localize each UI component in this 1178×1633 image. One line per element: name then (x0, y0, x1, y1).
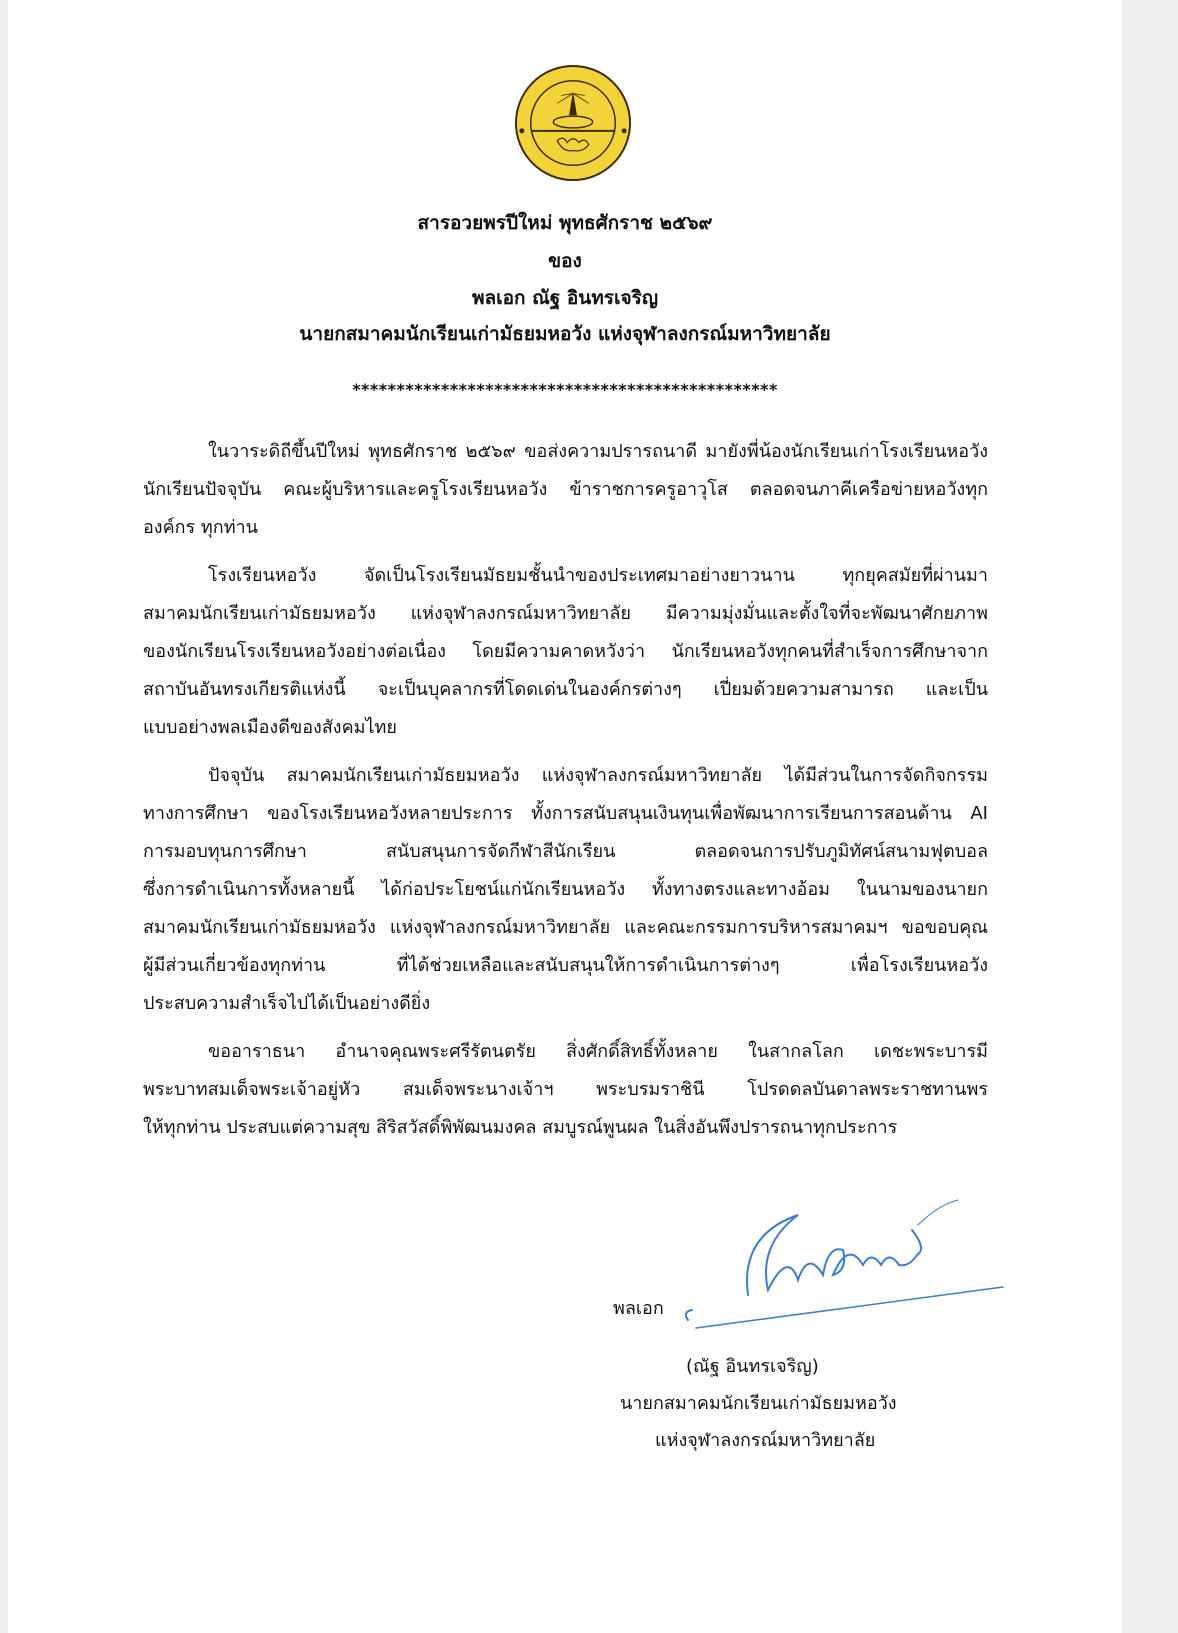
letter-body (143, 433, 988, 1157)
paragraph-line: พระบาทสมเด็จพระเจ้าอยู่หัว สมเด็จพระนางเจ้าฯ พระบรมราชินี โปรดดลบันดาลพระราชทานพร (143, 1079, 988, 1100)
paragraph-line: สมาคมนักเรียนเก่ามัธยมหอวัง แห่งจุฬาลงกรณ์มหาวิทยาลัย และคณะกรรมการบริหารสมาคมฯ ขอขอบคุณ (143, 917, 988, 938)
paragraph (143, 757, 988, 1023)
separator: ************************************************ (352, 380, 778, 399)
paragraph-line: ซึ่งการดำเนินการทั้งหลายนี้ ได้ก่อประโยชน์แก่นักเรียนหอวัง ทั้งทางตรงและทางอ้อม ในนามของนายก (143, 879, 988, 900)
paragraph-line: ให้ทุกท่าน ประสบแต่ความสุข สิริสวัสดิ์พิพัฒนมงคล สมบูรณ์พูนผล ในสิ่งอันพึงปรารถนาทุกประการ (143, 1117, 898, 1138)
paragraph-line: ในวาระดิถีขึ้นปีใหม่ พุทธศักราช ๒๕๖๙ ขอส่งความปรารถนาดี มายังพี่น้องนักเรียนเก่าโรงเรียนหอวัง (208, 441, 988, 462)
paragraph-line: สมาคมนักเรียนเก่ามัธยมหอวัง แห่งจุฬาลงกรณ์มหาวิทยาลัย มีความมุ่งมั่นและตั้งใจที่จะพัฒนาศักยภาพ (143, 603, 988, 624)
paragraph-line: ขออาราธนา อำนาจคุณพระศรีรัตนตรัย สิ่งศักดิ์สิทธิ์ทั้งหลาย ในสากลโลก เดชะพระบารมี (208, 1041, 988, 1062)
paragraph-line: นักเรียนปัจจุบัน คณะผู้บริหารและครูโรงเรียนหอวัง ข้าราชการครูอาวุโส ตลอดจนภาคีเครือข่ายหอวังทุก (143, 479, 988, 500)
paragraph-line: ผู้มีส่วนเกี่ยวข้องทุกท่าน ที่ได้ช่วยเหลือและสนับสนุนให้การดำเนินการต่างๆ เพื่อโรงเรียนหอวัง (143, 955, 988, 976)
paragraph-line: ทางการศึกษา ของโรงเรียนหอวังหลายประการ ทั้งการสนับสนุนเงินทุนเพื่อพัฒนาการเรียนการสอนด้าน AI (143, 803, 988, 824)
paragraph (143, 557, 988, 747)
paragraph-line: โรงเรียนหอวัง จัดเป็นโรงเรียนมัธยมชั้นนำของประเทศมาอย่างยาวนาน ทุกยุคสมัยที่ผ่านมา (208, 565, 988, 586)
paragraph-line: การมอบทุนการศึกษา สนับสนุนการจัดกีฬาสีนักเรียน ตลอดจนการปรับภูมิทัศน์สนามฟุตบอล (143, 841, 988, 862)
signature-rank: พลเอก (613, 1298, 664, 1319)
handwritten-signature (678, 1195, 1008, 1335)
author-position: นายกสมาคมนักเรียนเก่ามัธยมหอวัง แห่งจุฬาลงกรณ์มหาวิทยาลัย (299, 323, 831, 345)
letter-title: สารอวยพรปีใหม่ พุทธศักราช ๒๕๖๙ (417, 212, 713, 234)
signatory-title-line2: แห่งจุฬาลงกรณ์มหาวิทยาลัย (655, 1430, 876, 1451)
paragraph-line: ประสบความสำเร็จไปได้เป็นอย่างดียิ่ง (143, 993, 431, 1014)
paragraph (143, 1033, 988, 1147)
paragraph-line: ของนักเรียนโรงเรียนหอวังอย่างต่อเนื่อง โดยมีความคาดหวังว่า นักเรียนหอวังทุกคนที่สำเร็จการศึกษาจาก (143, 641, 988, 662)
letter-of: ของ (548, 250, 582, 272)
author-name: พลเอก ณัฐ อินทรเจริญ (471, 287, 659, 309)
paragraph-line: องค์กร ทุกท่าน (143, 517, 258, 538)
paragraph-line: แบบอย่างพลเมืองดีของสังคมไทย (143, 717, 397, 738)
signatory-title-line1: นายกสมาคมนักเรียนเก่ามัธยมหอวัง (620, 1393, 897, 1414)
paragraph (143, 433, 988, 547)
association-seal-logo (514, 64, 632, 182)
letter-page (8, 0, 1122, 1633)
paragraph-line: สถาบันอันทรงเกียรติแห่งนี้ จะเป็นบุคลากรที่โดดเด่นในองค์กรต่างๆ เปี่ยมด้วยความสามารถ และเป็น (143, 679, 988, 700)
paragraph-line: ปัจจุบัน สมาคมนักเรียนเก่ามัธยมหอวัง แห่งจุฬาลงกรณ์มหาวิทยาลัย ได้มีส่วนในการจัดกิจกรรม (208, 765, 988, 786)
signatory-name: (ณัฐ อินทรเจริญ) (686, 1356, 819, 1377)
